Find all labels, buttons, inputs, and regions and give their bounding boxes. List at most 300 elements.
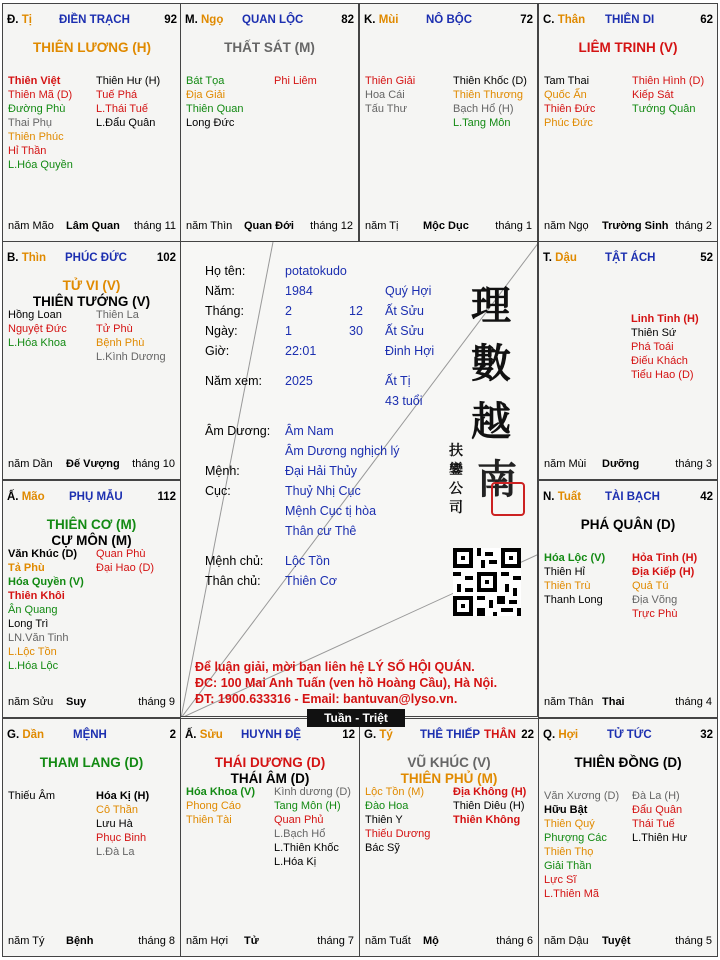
minor-stars-right — [274, 74, 317, 88]
minor-star: Thiên Y — [365, 814, 403, 826]
life-stage: Suy — [66, 696, 87, 708]
minor-star: Phong Cáo — [186, 800, 242, 812]
main-star: PHÁ QUÂN (D) — [580, 517, 676, 532]
day-label: Ngày: — [205, 324, 238, 338]
palace-position — [7, 252, 46, 264]
earthly-branch: Ngọ — [200, 14, 224, 26]
earthly-branch: Tý — [379, 729, 393, 741]
minor-stars-right — [631, 312, 699, 382]
minor-star: L.Hóa Quyền — [8, 159, 73, 171]
view-year-can: Ất Tị — [385, 374, 411, 388]
palace-year: năm Ngọ — [544, 220, 589, 232]
main-star: THÁI ÂM (D) — [230, 771, 310, 786]
minor-star: Giải Thần — [544, 860, 592, 872]
minor-star: Thiên Phúc — [8, 131, 64, 143]
day-value-b: 30 — [349, 324, 363, 338]
name-label: Họ tên: — [205, 264, 246, 278]
qr-code-icon — [453, 548, 521, 616]
palace-month: tháng 12 — [310, 220, 353, 232]
year-label: Năm: — [205, 284, 235, 298]
minor-star: Hóa Lộc (V) — [544, 552, 606, 564]
minor-star: Tử Phù — [96, 323, 133, 335]
minor-star: Tấu Thư — [365, 103, 408, 115]
palace-position — [543, 252, 577, 264]
palace-header — [7, 252, 176, 266]
palace-position — [7, 729, 44, 741]
palace-month: tháng 5 — [675, 935, 712, 947]
calligraphy-char-1: 理 — [471, 282, 511, 329]
palace-number: 2 — [169, 729, 176, 741]
palace-number: 92 — [164, 14, 177, 26]
minor-star: Thiên Giải — [365, 75, 416, 87]
minor-star: Phượng Các — [544, 832, 607, 844]
palace-name: HUYNH ĐỆ — [241, 729, 302, 741]
minor-stars-right — [96, 789, 149, 859]
palace-position — [543, 14, 585, 26]
minor-star: Trực Phù — [632, 608, 678, 620]
palace-cell-dan — [2, 718, 181, 957]
minor-stars-left — [186, 785, 255, 827]
minor-star: Thiên Khôi — [8, 590, 65, 602]
palace-footer — [544, 220, 712, 233]
palace-number: 12 — [342, 729, 355, 741]
minor-stars-left — [365, 74, 415, 116]
main-star: THIÊN PHỦ (M) — [400, 771, 498, 786]
palace-cell-than — [538, 3, 718, 242]
palace-name: PHÚC ĐỨC — [65, 252, 127, 264]
minor-stars-right — [96, 308, 166, 364]
palace-number: 72 — [520, 14, 533, 26]
minor-stars-left — [186, 74, 243, 130]
palace-position — [364, 14, 399, 26]
minor-star: Đẩu Quân — [632, 804, 683, 816]
month-value-b: 12 — [349, 304, 363, 318]
palace-number: 42 — [700, 491, 713, 503]
minor-star: Điếu Khách — [631, 355, 688, 367]
minor-star: Địa Giải — [186, 89, 226, 101]
contact-line-2: ĐC: 100 Mai Anh Tuấn (ven hồ Hoàng Cầu), Hà Nội. — [195, 676, 498, 690]
minor-star: Thiên Thọ — [544, 846, 594, 858]
heavenly-stem: B. — [7, 252, 22, 264]
minor-stars-right — [453, 74, 527, 130]
heavenly-stem: Đ. — [7, 14, 22, 26]
heavenly-stem: Q. — [543, 729, 559, 741]
minor-star: L.Hóa Kị — [274, 856, 317, 868]
day-can: Ất Sửu — [385, 324, 424, 338]
minor-star: Hoa Cái — [365, 89, 405, 101]
minor-star: L.Đà La — [96, 846, 135, 858]
palace-header — [185, 14, 354, 28]
view-year-value: 2025 — [285, 374, 313, 388]
name-value: potatokudo — [285, 264, 347, 278]
minor-star: Quan Phủ — [274, 814, 324, 826]
earthly-branch: Hợi — [558, 729, 579, 741]
minor-star: Địa Không (H) — [453, 786, 527, 798]
minor-star: Địa Võng — [632, 594, 678, 606]
minor-star: L.Tang Môn — [453, 117, 511, 129]
minor-star: Thái Tuế — [632, 818, 675, 830]
main-star: TỬ VI (V) — [62, 278, 121, 293]
palace-cell-ty — [359, 718, 539, 957]
minor-star: Hữu Bật — [544, 804, 588, 816]
minor-star: Ân Quang — [8, 604, 58, 616]
palace-position — [185, 729, 223, 741]
palace-name: ĐIỀN TRẠCH — [59, 14, 130, 26]
minor-star: Thiên Hư (H) — [96, 75, 161, 87]
palace-footer — [544, 458, 712, 471]
main-star: THÁI DƯƠNG (D) — [214, 755, 326, 770]
palace-cell-mao — [2, 480, 181, 718]
minor-stars-left — [544, 551, 605, 607]
palace-month: tháng 3 — [675, 458, 712, 470]
minor-star: Bạch Hổ (H) — [453, 103, 514, 115]
minor-star: Lực Sĩ — [544, 874, 577, 886]
minor-star: Thiên Tài — [186, 814, 232, 826]
minor-star: Thiên Hình (D) — [632, 75, 705, 87]
hour-can: Đinh Hợi — [385, 344, 435, 358]
minor-stars-right — [453, 785, 526, 827]
palace-year: năm Tuất — [365, 935, 411, 947]
palace-footer — [544, 935, 712, 948]
minor-star: Đại Hao (D) — [96, 562, 155, 574]
main-star: THẤT SÁT (M) — [224, 40, 315, 55]
minor-star: Hóa Quyền (V) — [8, 576, 84, 588]
minor-star: Linh Tinh (H) — [631, 313, 699, 325]
life-stage: Bệnh — [66, 935, 94, 947]
palace-cell-suu — [180, 718, 360, 957]
palace-header — [185, 729, 355, 743]
minor-star: Quốc Ấn — [544, 89, 587, 101]
minor-star: Địa Kiếp (H) — [632, 566, 695, 578]
main-star: THAM LANG (D) — [39, 755, 144, 770]
minor-star: Tướng Quân — [632, 103, 696, 115]
palace-number: 82 — [341, 14, 354, 26]
palace-number: 62 — [700, 14, 713, 26]
palace-name: THIÊN DI — [605, 14, 655, 26]
life-stage: Tử — [244, 935, 259, 947]
heavenly-stem: Ấ. — [185, 729, 200, 741]
life-stage: Mộ — [423, 935, 439, 947]
palace-month: tháng 2 — [675, 220, 712, 232]
palace-position — [7, 491, 45, 503]
palace-number: 102 — [156, 252, 176, 264]
palace-name: TỬ TỨC — [607, 729, 652, 741]
heavenly-stem: Ấ. — [7, 491, 22, 503]
main-star: LIÊM TRINH (V) — [578, 40, 678, 55]
earthly-branch: Sửu — [199, 729, 223, 741]
minor-star: Thiên Không — [453, 814, 521, 826]
palace-header — [7, 491, 176, 505]
minor-star: Lộc Tồn (M) — [365, 786, 425, 798]
minor-star: Thiên Thương — [453, 89, 524, 101]
palace-cell-dau — [538, 241, 718, 480]
minor-star: Nguyệt Đức — [8, 323, 67, 335]
palace-cell-mui — [359, 3, 538, 242]
red-seal-stamp — [491, 482, 525, 516]
palace-position — [543, 491, 581, 503]
minor-stars-left — [8, 308, 67, 350]
minor-star: Đường Phù — [8, 103, 66, 115]
minor-star: L.Thiên Mã — [544, 888, 600, 900]
heavenly-stem: C. — [543, 14, 558, 26]
year-value: 1984 — [285, 284, 313, 298]
minor-star: Phục Binh — [96, 832, 147, 844]
earthly-branch: Dần — [22, 729, 45, 741]
palace-cell-tuat — [538, 480, 718, 718]
minor-star: Thiên Mã (D) — [8, 89, 73, 101]
minor-star: Bệnh Phù — [96, 337, 145, 349]
palace-cell-ngo — [180, 3, 359, 242]
thanchu-value: Thiên Cơ — [285, 574, 337, 588]
palace-year: năm Tị — [365, 220, 399, 232]
minor-stars-left — [8, 789, 55, 803]
minor-star: Tang Môn (H) — [274, 800, 341, 812]
palace-year: năm Dần — [8, 458, 53, 470]
palace-footer — [8, 458, 175, 471]
minor-star: Tam Thai — [544, 75, 590, 87]
minor-star: Long Trì — [8, 618, 49, 630]
palace-position — [543, 729, 578, 741]
minor-star: L.Thái Tuế — [96, 103, 148, 115]
palace-header — [7, 14, 177, 28]
minor-star: Thiên La — [96, 309, 139, 321]
minor-star: Hóa Khoa (V) — [186, 786, 256, 798]
earthly-branch: Dậu — [555, 252, 577, 264]
cuc-value: Thuỷ Nhị Cục — [285, 484, 361, 498]
palace-year: năm Tý — [8, 935, 45, 947]
palace-position — [364, 729, 393, 741]
palace-footer — [8, 696, 175, 709]
minor-star: Hồng Loan — [8, 309, 62, 321]
minor-star: L.Hóa Lộc — [8, 660, 59, 672]
minor-star: Đào Hoa — [365, 800, 409, 812]
minor-stars-left — [544, 789, 619, 901]
day-value-a: 1 — [285, 324, 292, 338]
palace-month: tháng 8 — [138, 935, 175, 947]
minor-star: Văn Xương (D) — [544, 790, 620, 802]
minor-star: L.Thiên Khốc — [274, 842, 339, 854]
palace-month: tháng 10 — [132, 458, 175, 470]
heavenly-stem: G. — [364, 729, 380, 741]
palace-month: tháng 9 — [138, 696, 175, 708]
palace-number: 112 — [157, 491, 176, 503]
minor-star: Bác Sỹ — [365, 842, 400, 854]
minor-star: Thiên Hỉ — [544, 566, 585, 578]
palace-footer — [186, 935, 354, 948]
main-star: THIÊN ĐỒNG (D) — [574, 755, 682, 770]
minor-star: LN.Văn Tinh — [8, 632, 69, 644]
main-star: VŨ KHÚC (V) — [407, 755, 491, 770]
tuan-triet-label: Tuần - Triệt — [307, 709, 405, 727]
palace-year: năm Mùi — [544, 458, 587, 470]
hour-label: Giờ: — [205, 344, 230, 358]
menhchu-value: Lộc Tồn — [285, 554, 330, 568]
heavenly-stem: T. — [543, 252, 556, 264]
minor-star: L.Đẩu Quân — [96, 117, 156, 129]
minor-star: Long Đức — [186, 117, 235, 129]
palace-footer — [365, 935, 533, 948]
minor-stars-right — [96, 74, 160, 130]
minor-star: Hóa Kị (H) — [96, 790, 150, 802]
contact-line-3: ĐT: 1900.633316 - Email: bantuvan@lyso.vn. — [195, 692, 458, 706]
heavenly-stem: K. — [364, 14, 379, 26]
minor-star: Thanh Long — [544, 594, 603, 606]
palace-year: năm Thân — [544, 696, 594, 708]
minor-star: L.Thiên Hư — [632, 832, 688, 844]
contact-line-1: Để luận giải, mời bạn liên hệ LÝ SỐ HỘI QUÁN. — [195, 660, 475, 674]
age-value: 43 tuổi — [385, 394, 423, 408]
minor-star: Hỉ Thần — [8, 145, 47, 157]
calligraphy-side-text: 扶鑾公司 — [449, 443, 463, 516]
minor-star: Thiên Quý — [544, 818, 595, 830]
palace-number: 22 — [521, 729, 534, 741]
than-marker: THÂN — [484, 729, 516, 741]
palace-name: NÔ BỘC — [426, 14, 472, 26]
minor-star: Cô Thần — [96, 804, 138, 816]
life-stage: Quan Đới — [244, 220, 294, 232]
palace-footer — [365, 220, 532, 233]
minor-star: Thiếu Âm — [8, 790, 56, 802]
palace-month: tháng 11 — [133, 220, 176, 232]
palace-footer — [544, 696, 712, 709]
minor-star: Bát Tọa — [186, 75, 225, 87]
minor-stars-right — [632, 74, 704, 116]
minor-star: Thiên Đức — [544, 103, 596, 115]
earthly-branch: Mùi — [378, 14, 399, 26]
minor-star: Thiên Sứ — [631, 327, 677, 339]
minor-star: Thiên Khốc (D) — [453, 75, 527, 87]
palace-year: năm Mão — [8, 220, 54, 232]
minor-stars-left — [544, 74, 595, 130]
minor-stars-left — [365, 785, 430, 855]
minor-star: Thiên Quan — [186, 103, 244, 115]
minor-star: Tuế Phá — [96, 89, 138, 101]
palace-year: năm Thìn — [186, 220, 233, 232]
year-can: Quý Hợi — [385, 284, 432, 298]
palace-name: THÊ THIẾP — [420, 729, 481, 741]
palace-name: TẬT ÁCH — [605, 252, 656, 264]
palace-name: QUAN LỘC — [242, 14, 304, 26]
palace-header — [364, 14, 533, 28]
minor-star: Tiểu Hao (D) — [631, 369, 694, 381]
palace-header — [7, 729, 176, 743]
minor-star: Phúc Đức — [544, 117, 593, 129]
month-value-a: 2 — [285, 304, 292, 318]
hour-value: 22:01 — [285, 344, 317, 358]
menhchu-label: Mệnh chủ: — [205, 554, 264, 568]
palace-footer — [186, 220, 353, 233]
calligraphy-char-4: 南 — [477, 456, 517, 503]
palace-month: tháng 4 — [675, 696, 712, 708]
minor-star: Thiếu Dương — [365, 828, 431, 840]
heavenly-stem: M. — [185, 14, 201, 26]
heavenly-stem: G. — [7, 729, 23, 741]
amduong-value: Âm Nam — [285, 424, 334, 438]
earthly-branch: Mão — [21, 491, 45, 503]
calligraphy-char-2: 數 — [471, 340, 511, 387]
main-star: CỰ MÔN (M) — [51, 533, 132, 548]
minor-star: L.Kình Dương — [96, 351, 166, 363]
calligraphy-char-3: 越 — [471, 398, 511, 445]
palace-position — [7, 14, 32, 26]
palace-position — [185, 14, 223, 26]
main-star: THIÊN TƯỚNG (V) — [32, 294, 151, 309]
earthly-branch: Tị — [21, 14, 32, 26]
minor-star: Phi Liêm — [274, 75, 317, 87]
menh-value: Đại Hải Thủy — [285, 464, 358, 478]
minor-star: Kiếp Sát — [632, 89, 674, 101]
palace-footer — [8, 935, 175, 948]
palace-cell-hoi — [538, 718, 718, 957]
cuc-value-2: Mệnh Cục tị hòa — [285, 504, 377, 518]
minor-stars-right — [632, 789, 687, 845]
view-year-label: Năm xem: — [205, 374, 262, 388]
thanchu-label: Thân chủ: — [205, 574, 261, 588]
minor-star: Thiên Việt — [8, 75, 61, 87]
minor-stars-right — [96, 547, 154, 575]
palace-name: MỆNH — [73, 729, 107, 741]
minor-star: Tả Phù — [8, 562, 45, 574]
month-label: Tháng: — [205, 304, 244, 318]
main-star: THIÊN CƠ (M) — [46, 517, 137, 532]
minor-star: Quả Tú — [632, 580, 669, 592]
minor-star: Văn Khúc (D) — [8, 548, 78, 560]
minor-star: Đà La (H) — [632, 790, 680, 802]
amduong-value-2: Âm Dương nghịch lý — [285, 444, 400, 458]
palace-year: năm Sửu — [8, 696, 54, 708]
life-stage: Tuyệt — [602, 935, 631, 947]
palace-month: tháng 1 — [495, 220, 532, 232]
earthly-branch: Tuất — [557, 491, 582, 503]
cuc-value-3: Thân cư Thê — [285, 524, 357, 538]
month-can: Ất Sửu — [385, 304, 424, 318]
minor-star: Lưu Hà — [96, 818, 133, 830]
palace-header — [543, 14, 713, 28]
palace-header — [543, 729, 713, 743]
palace-year: năm Hợi — [186, 935, 229, 947]
earthly-branch: Thìn — [21, 252, 46, 264]
minor-star: Thiên Trù — [544, 580, 591, 592]
minor-star: Thai Phụ — [8, 117, 53, 129]
amduong-label: Âm Dương: — [205, 424, 271, 438]
palace-footer — [8, 220, 176, 233]
palace-cell-ti — [2, 3, 182, 242]
life-stage: Thai — [602, 696, 625, 708]
minor-star: Kình dương (D) — [274, 786, 351, 798]
minor-stars-left — [8, 74, 73, 172]
palace-cell-thin — [2, 241, 181, 480]
minor-star: Phá Toái — [631, 341, 674, 353]
palace-number: 52 — [700, 252, 713, 264]
minor-star: Quan Phù — [96, 548, 146, 560]
center-info-panel — [180, 241, 538, 717]
cuc-label: Cục: — [205, 484, 231, 498]
life-stage: Lâm Quan — [66, 220, 120, 232]
minor-star: L.Lộc Tồn — [8, 646, 57, 658]
minor-star: Hỏa Tinh (H) — [632, 552, 698, 564]
heavenly-stem: N. — [543, 491, 558, 503]
palace-header — [364, 729, 534, 743]
palace-month: tháng 7 — [317, 935, 354, 947]
palace-year: năm Dậu — [544, 935, 589, 947]
palace-month: tháng 6 — [496, 935, 533, 947]
minor-star: Thiên Diêu (H) — [453, 800, 525, 812]
life-stage: Dưỡng — [602, 458, 640, 470]
palace-number: 32 — [700, 729, 713, 741]
palace-header — [543, 491, 713, 505]
palace-name: TÀI BẠCH — [605, 491, 660, 503]
life-stage: Mộc Dục — [423, 220, 469, 232]
